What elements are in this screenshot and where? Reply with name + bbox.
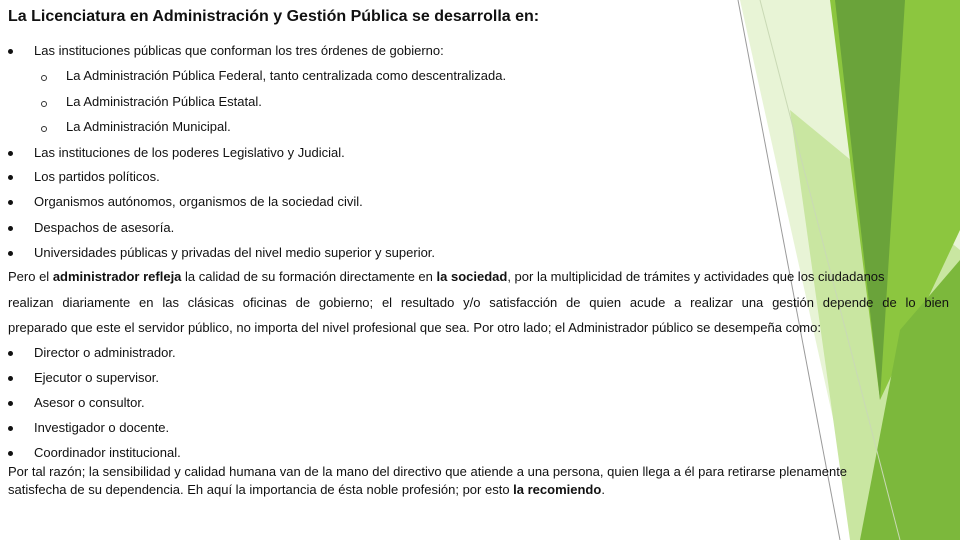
bullet-dot-icon	[8, 351, 13, 356]
bullet-dot-icon	[8, 376, 13, 381]
list-item: Organismos autónomos, organismos de la sociedad civil.	[34, 194, 363, 209]
list-item: Las instituciones de los poderes Legislativo y Judicial.	[34, 145, 345, 160]
paragraph-line-3: preparado que este el servidor público, no importa del nivel profesional que sea. Por otro lado; el Administrador público se desempeña como:	[8, 320, 821, 335]
closing-text: satisfecha de su dependencia. Eh aquí la importancia de ésta noble profesión; por esto	[8, 482, 514, 497]
bullet-dot-icon	[8, 226, 13, 231]
list-item: Ejecutor o supervisor.	[34, 370, 160, 385]
bullet-dot-icon	[8, 426, 13, 431]
bullet-dot-icon	[8, 251, 13, 256]
list-item: Director o administrador.	[34, 345, 176, 360]
page-title: La Licenciatura en Administración y Gestión Pública se desarrolla en:	[8, 8, 540, 25]
bullet-dot-icon	[8, 49, 13, 54]
list-item: Las instituciones públicas que conforman los tres órdenes de gobierno:	[34, 43, 444, 58]
list-item: Investigador o docente.	[34, 420, 170, 435]
paragraph-text: Pero el	[8, 269, 53, 284]
bullet-dot-icon	[8, 401, 13, 406]
list-item: La Administración Pública Estatal.	[66, 94, 262, 109]
list-item: La Administración Municipal.	[66, 119, 231, 134]
closing-text: .	[601, 482, 605, 497]
bullet-dot-icon	[8, 451, 13, 456]
paragraph-bold: la sociedad	[436, 269, 508, 284]
list-item: Coordinador institucional.	[34, 445, 181, 460]
bullet-circle-icon	[41, 126, 47, 132]
closing-bold: la recomiendo	[513, 482, 602, 497]
paragraph-line-1	[8, 269, 949, 285]
paragraph-text: , por la multiplicidad de trámites y actividades que los ciudadanos	[507, 269, 885, 284]
paragraph-bold: administrador refleja	[52, 269, 182, 284]
paragraph-line-2: realizan diariamente en las clásicas oficinas de gobierno; el resultado y/o satisfacción de quien acude a realizar una gestión depende de lo bien	[8, 295, 949, 310]
bullet-circle-icon	[41, 75, 47, 81]
bullet-dot-icon	[8, 151, 13, 156]
closing-line-2	[8, 481, 938, 499]
bullet-dot-icon	[8, 200, 13, 205]
bullet-dot-icon	[8, 175, 13, 180]
paragraph-text: la calidad de su formación directamente en	[181, 269, 437, 284]
list-item: Los partidos políticos.	[34, 169, 160, 184]
closing-line-1: Por tal razón; la sensibilidad y calidad humana van de la mano del directivo que atiende a una persona, quien llega a él para retirarse plenamente	[8, 464, 848, 479]
list-item: La Administración Pública Federal, tanto centralizada como descentralizada.	[66, 68, 507, 83]
list-item: Asesor o consultor.	[34, 395, 145, 410]
bullet-circle-icon	[41, 101, 47, 107]
list-item: Despachos de asesoría.	[34, 220, 175, 235]
list-item: Universidades públicas y privadas del nivel medio superior y superior.	[34, 245, 436, 260]
